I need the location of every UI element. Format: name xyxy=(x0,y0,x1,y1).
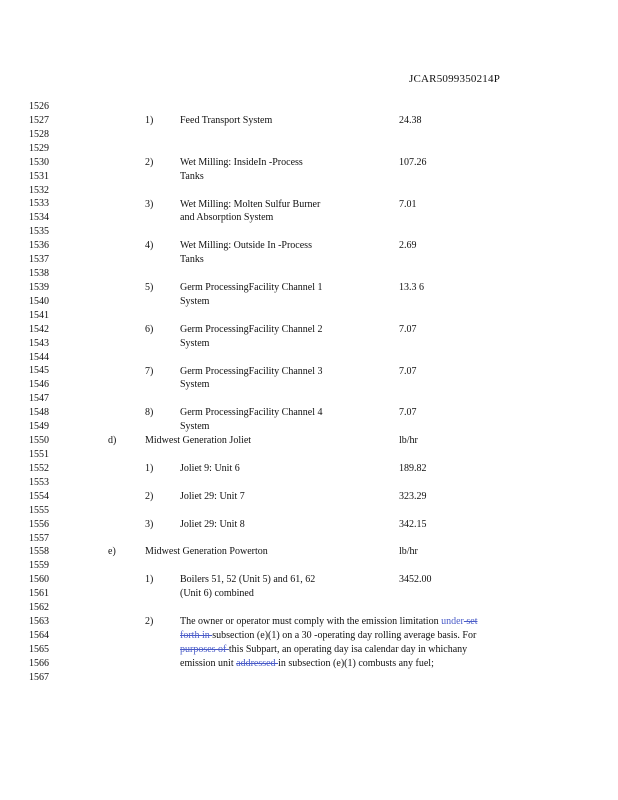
line-number: 1558 xyxy=(29,546,49,558)
item-description: Wet Milling: Outside In -Process xyxy=(180,240,312,252)
item-description: Boilers 51, 52 (Unit 5) and 61, 62 xyxy=(180,574,316,585)
section-letter: d) xyxy=(108,435,117,446)
deleted-text: purposes of xyxy=(180,644,229,655)
item-description: Joliet 29: Unit 7 xyxy=(180,491,245,502)
line-number: 1564 xyxy=(29,629,49,641)
item-description: Wet Milling: Molten Sulfur Burner xyxy=(180,198,321,210)
line-number: 1543 xyxy=(29,337,49,349)
item-description: Germ ProcessingFacility Channel 3 xyxy=(180,365,323,377)
line-number: 1544 xyxy=(29,351,49,363)
item-number: 1) xyxy=(145,574,154,585)
item-description-cont: System xyxy=(180,421,210,433)
item-description-cont: System xyxy=(180,295,210,307)
item-number: 2) xyxy=(145,491,154,502)
line-number: 1546 xyxy=(29,379,49,391)
item-number: 2) xyxy=(145,616,154,627)
line-number: 1526 xyxy=(29,101,49,112)
line-number: 1555 xyxy=(29,504,49,516)
item-description: Germ ProcessingFacility Channel 4 xyxy=(180,407,323,419)
line-number: 1553 xyxy=(29,476,49,488)
item-value: 24.38 xyxy=(399,115,422,126)
line-number: 1562 xyxy=(29,602,49,614)
line-number: 1549 xyxy=(29,421,49,433)
text-run: The owner or operator must comply with the emission limitation xyxy=(180,616,442,627)
text-run: emission unit xyxy=(180,658,237,669)
line-number: 1537 xyxy=(29,254,49,266)
document-id: JCAR5099350214P xyxy=(409,73,501,85)
line-number: 1542 xyxy=(29,323,49,335)
deleted-text: addressed xyxy=(236,658,279,669)
item-number: 8) xyxy=(145,407,154,419)
deleted-text: set xyxy=(463,616,478,627)
item-number: 1) xyxy=(145,115,154,126)
line-number: 1548 xyxy=(29,407,49,419)
line-number: 1535 xyxy=(29,226,49,238)
item-value: 107.26 xyxy=(399,156,427,168)
line-number: 1563 xyxy=(29,616,49,628)
item-value: 323.29 xyxy=(399,491,427,502)
item-number: 3) xyxy=(145,519,154,530)
item-value: 7.07 xyxy=(399,365,417,377)
section-title: Midwest Generation Joliet xyxy=(145,435,252,446)
item-number: 2) xyxy=(145,156,154,168)
paragraph-line xyxy=(180,615,477,629)
item-description-cont: System xyxy=(180,337,210,349)
item-value: 7.07 xyxy=(399,407,417,419)
item-value: 13.3 6 xyxy=(399,282,424,294)
deleted-text: forth in xyxy=(180,630,213,641)
line-number: 1550 xyxy=(29,435,49,447)
section-unit: lb/hr xyxy=(399,435,418,446)
item-description-cont: (Unit 6) combined xyxy=(180,588,254,599)
line-number: 1534 xyxy=(29,212,49,224)
line-number: 1554 xyxy=(29,490,49,502)
line-number: 1528 xyxy=(29,128,49,140)
item-description: Joliet 9: Unit 6 xyxy=(180,463,240,474)
line-number: 1566 xyxy=(29,657,49,669)
line-number: 1541 xyxy=(29,309,49,321)
section-title: Midwest Generation Powerton xyxy=(145,546,268,557)
line-number: 1556 xyxy=(29,518,49,530)
item-number: 5) xyxy=(145,282,154,294)
item-description-cont: System xyxy=(180,379,210,391)
line-number: 1538 xyxy=(29,268,49,280)
line-number: 1539 xyxy=(29,281,49,293)
line-number: 1532 xyxy=(29,184,49,196)
inserted-text: under xyxy=(441,616,464,627)
item-number: 3) xyxy=(145,198,154,210)
item-description-cont: Tanks xyxy=(180,170,204,182)
line-number: 1557 xyxy=(29,532,49,544)
item-number: 7) xyxy=(145,365,154,377)
item-number: 4) xyxy=(145,240,154,252)
item-description-cont: Tanks xyxy=(180,254,204,266)
paragraph-line xyxy=(180,657,434,671)
text-run: subsection (e)(1) on a 30 -operating day rolling average basis. For xyxy=(212,630,477,641)
line-number: 1527 xyxy=(29,114,49,126)
line-number: 1561 xyxy=(29,588,49,600)
line-number: 1529 xyxy=(29,142,49,154)
line-number: 1533 xyxy=(29,198,49,210)
line-number: 1560 xyxy=(29,574,49,586)
item-description: Feed Transport System xyxy=(180,115,273,126)
item-description: Germ ProcessingFacility Channel 1 xyxy=(180,282,323,294)
item-value: 7.01 xyxy=(399,198,417,210)
section-letter: e) xyxy=(108,546,116,557)
item-number: 6) xyxy=(145,323,154,335)
line-number: 1551 xyxy=(29,449,49,460)
line-number: 1545 xyxy=(29,365,49,377)
line-number: 1547 xyxy=(29,393,49,405)
line-number: 1565 xyxy=(29,643,49,655)
text-run: this Subpart, an operating day isa calendar day in whichany xyxy=(228,644,468,655)
item-value: 7.07 xyxy=(399,323,417,335)
item-description: Joliet 29: Unit 8 xyxy=(180,519,245,530)
item-description-cont: and Absorption System xyxy=(180,212,274,224)
section-unit: lb/hr xyxy=(399,546,418,557)
item-value: 189.82 xyxy=(399,463,427,474)
line-number: 1530 xyxy=(29,156,49,168)
line-number: 1559 xyxy=(29,560,49,572)
item-number: 1) xyxy=(145,463,154,474)
line-number: 1552 xyxy=(29,462,49,474)
line-number: 1536 xyxy=(29,240,49,252)
paragraph-line xyxy=(180,643,467,657)
item-value: 342.15 xyxy=(399,519,427,530)
item-description: Wet Milling: InsideIn -Process xyxy=(180,156,303,168)
item-value: 2.69 xyxy=(399,240,417,252)
line-number: 1540 xyxy=(29,295,49,307)
item-value: 3452.00 xyxy=(399,574,432,585)
item-description: Germ ProcessingFacility Channel 2 xyxy=(180,323,323,335)
line-number: 1531 xyxy=(29,170,49,182)
text-run: in subsection (e)(1) combusts any fuel; xyxy=(278,658,434,669)
line-number: 1567 xyxy=(29,671,49,683)
paragraph-line xyxy=(180,629,476,643)
